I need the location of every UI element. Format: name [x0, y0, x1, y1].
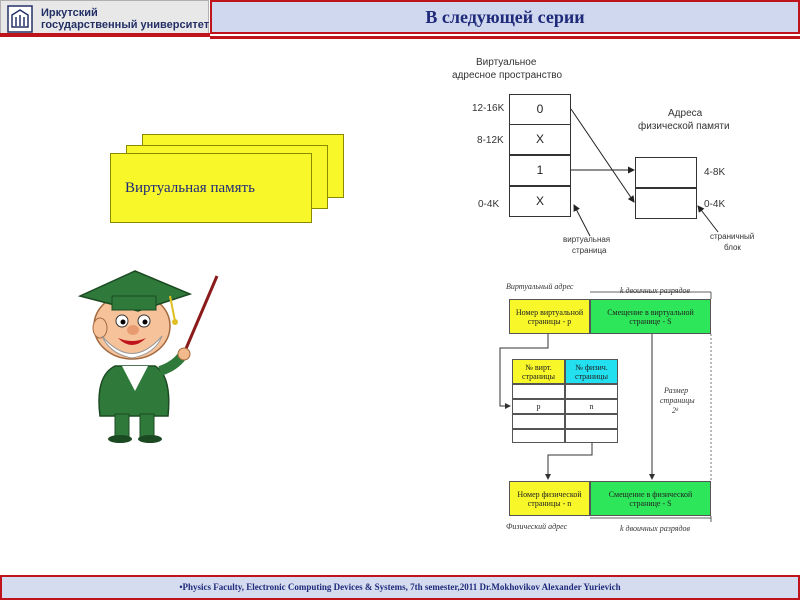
virtual-range-label: 8-12K	[477, 135, 504, 146]
virtual-offset-line-2: странице - S	[629, 317, 672, 326]
virtual-page-number-line-1: Номер виртуальной	[515, 308, 584, 317]
table-header-physical-line-2: страницы	[575, 372, 608, 381]
k-bits-bottom-label: k двоичных разрядов	[620, 524, 690, 533]
virtual-space-title-2: адресное пространство	[452, 70, 563, 81]
logo-line-2: государственный университет	[41, 19, 210, 31]
table-header-physical-line-1: № физич.	[575, 363, 608, 372]
virtual-offset-line-1: Смещение в виртуальной	[607, 308, 694, 317]
page-title: В следующей серии	[425, 7, 585, 27]
page-size-label-3: 2ᵏ	[672, 406, 679, 415]
virtual-page-cell: 0	[509, 94, 571, 125]
footer-text: •Physics Faculty, Electronic Computing Devices & Systems, 7th semester,2011 Dr.Mokhovikov Alexander Yurievich	[179, 582, 621, 592]
result-arrow	[548, 443, 592, 479]
table-cell-p: p	[512, 399, 565, 414]
virtual-page-label-2: страница	[572, 246, 607, 255]
virtual-page-cell: 1	[509, 155, 571, 186]
page-block-label-2: блок	[724, 243, 741, 252]
table-cell-n: n	[565, 399, 618, 414]
physical-range-label: 4-8K	[704, 167, 726, 178]
virtual-range-label: 0-4K	[478, 199, 500, 210]
card-label: Виртуальная память	[125, 180, 255, 196]
k-bits-top-label: k двоичных разрядов	[620, 286, 690, 295]
table-header-virtual-line-1: № вирт.	[525, 363, 552, 372]
virtual-page-cell: X	[509, 124, 571, 155]
physical-page-number-line-1: Номер физической	[517, 490, 582, 499]
virtual-page-cell: X	[509, 186, 571, 217]
physical-offset-line-2: странице - S	[629, 499, 672, 508]
physical-offset-line-1: Смещение в физической	[608, 490, 693, 499]
virtual-address-label: Виртуальный адрес	[506, 282, 574, 291]
virtual-page-label-1: виртуальная	[563, 235, 611, 244]
lookup-arrow	[500, 334, 548, 406]
virtual-page-number-line-2: страницы - p	[527, 317, 572, 326]
virtual-space-title-1: Виртуальное	[476, 57, 537, 68]
page-size-label-1: Размер	[664, 386, 689, 395]
table-header-virtual-line-2: страницы	[522, 372, 555, 381]
physical-page-number-line-2: страницы - n	[527, 499, 572, 508]
physical-range-label: 0-4K	[704, 199, 726, 210]
page-size-label-2: страницы	[660, 396, 695, 405]
page-block-label-1: страничный	[710, 232, 755, 241]
footer-banner	[0, 575, 800, 600]
physical-title-1: Адреса	[668, 108, 703, 119]
physical-title-2: физической памяти	[638, 121, 730, 132]
virtual-range-label: 12-16K	[472, 103, 505, 114]
physical-address-label: Физический адрес	[506, 522, 568, 531]
logo-line-1: Иркутский	[41, 7, 98, 19]
